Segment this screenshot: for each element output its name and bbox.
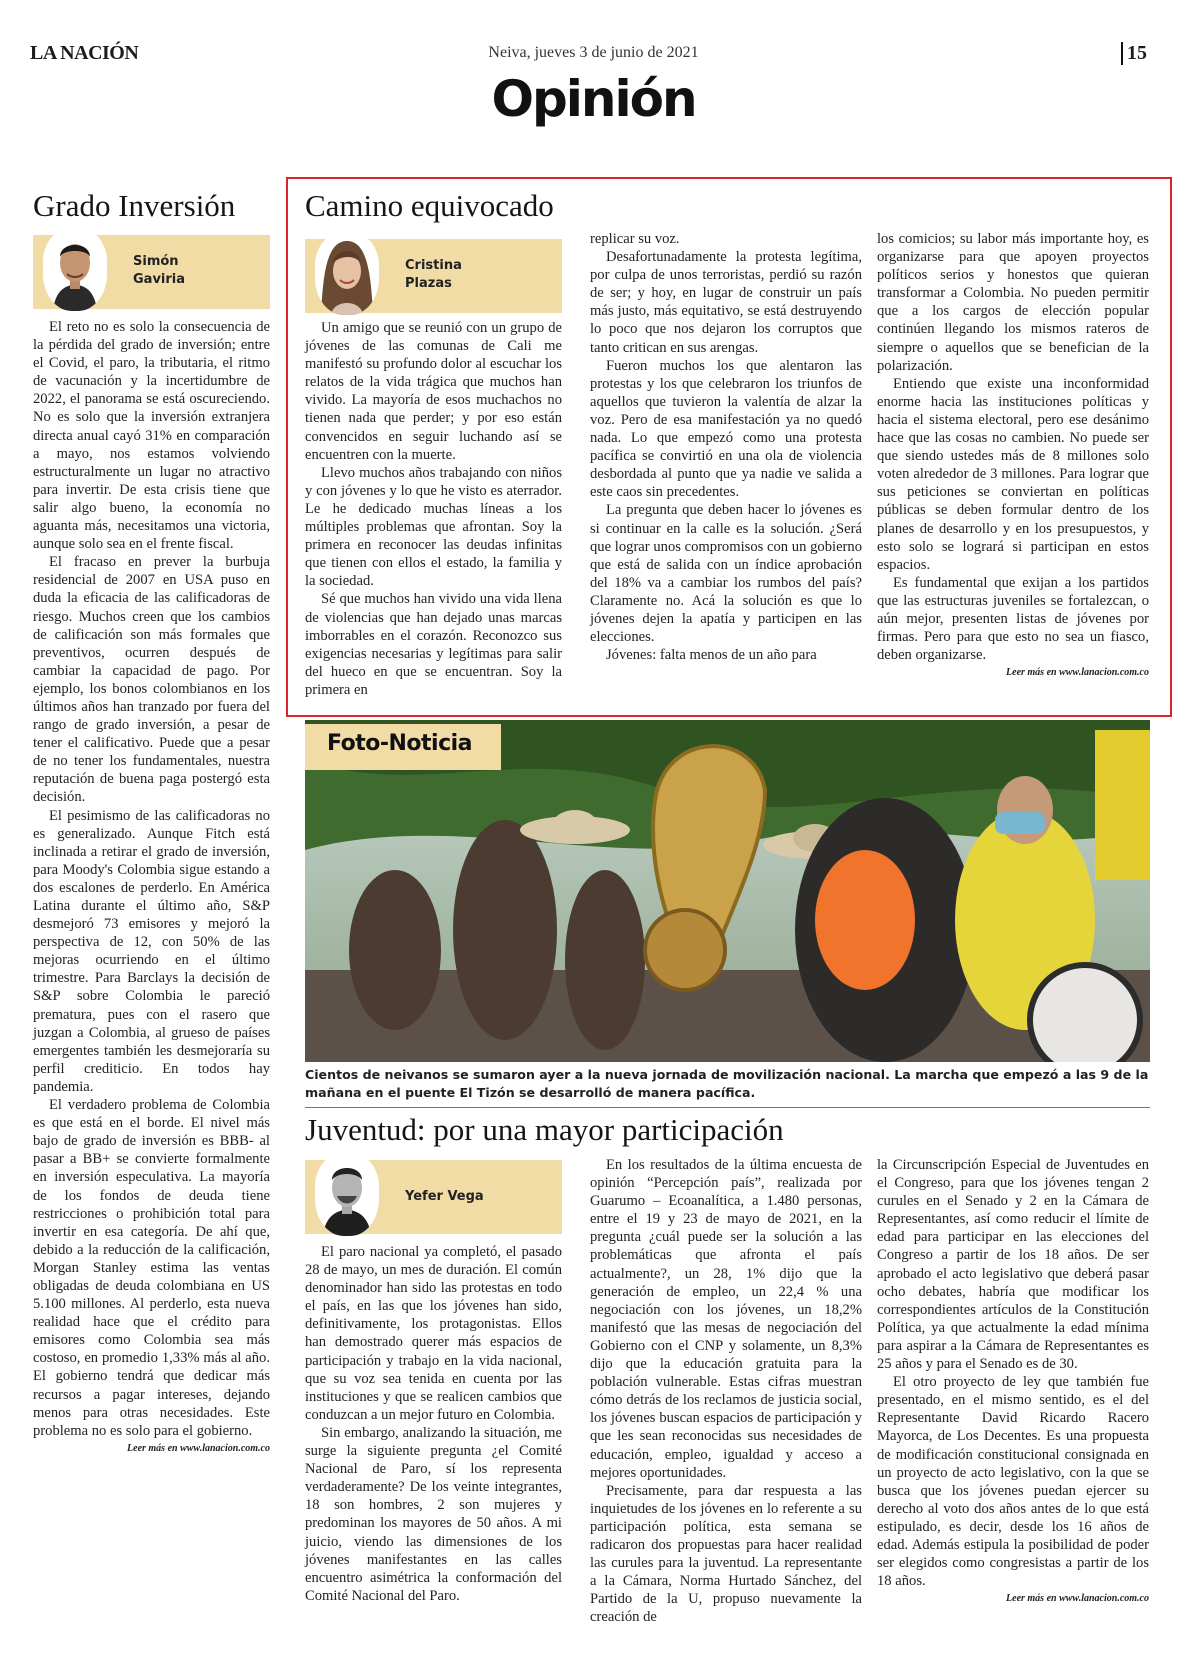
- article-column-2: [590, 1156, 862, 1626]
- author-full-name: Yefer Vega: [405, 1189, 484, 1204]
- author-box-cristina-plazas: [305, 239, 562, 313]
- paragraph: replicar su voz.: [590, 231, 680, 247]
- paragraph: El verdadero problema de Colombia es que está en el borde. El nivel más bajo de grado de inversión es BBB- al pasar a BB+ se convierte formalmente en inversión especulativa. La mayoría de los fondos de deuda tiene restricciones o prohibición total para invertir en esa categoría. De ahí que, debido a la reducción de la calificación, Morgan Stanley estima las ventas obligadas de deuda colombiana en US 5.100 millones. Al perderlo, esta nueva realidad hace que el crédito para emisores como Colombia sea más costoso, en promedio 1,33% más al año. El gobierno tendrá que dedicar más recursos a pagar intereses, dejando menos para otras necesidades. Este problema no es solo para el gobierno.: [33, 1097, 270, 1439]
- paragraph: la Circunscripción Especial de Juventudes en el Congreso, para que los jóvenes tengan 2 curules en el Senado y 2 en la Cámara de Representantes, así como reducir el límite de edad para participar en las elecciones del Congreso a partir de los 18 años. De ser aprobado el acto legislativo que deberá pasar ocho debates, habría que modificar los correspondientes artículos de la Constitución Política, ya que actualmente la edad mínima para aspirar a la Cámara de Representantes es 25 años y para el Senado es de 30.: [877, 1157, 1149, 1373]
- author-photo-icon: [315, 1154, 379, 1236]
- paragraph: El fracaso en prever la burbuja residencial de 2007 en USA puso en duda la eficacia de las calificadoras de riesgo. Muchos creen que los cambios de calificación son más formales que preventivos, ocurren después de cambiar la capacidad de pago. Por ejemplo, los bonos colombianos en los últimos años han tranzado por fuera del rango de grado inversión, a pesar de tener el calificativo. Puede que a pesar de no tener los fundamentales, nuestra reputación de buena paga postergó esta decisión.: [33, 554, 270, 806]
- dateline: Neiva, jueves 3 de junio de 2021: [488, 44, 699, 61]
- photo-caption: Cientos de neivanos se sumaron ayer a la nueva jornada de movilización nacional. La marcha que empezó a las 9 de la mañana en el puente El Tizón se desarrolló de manera pacífica.: [305, 1067, 1149, 1100]
- article-column-1: [305, 1243, 562, 1605]
- paragraph: Un amigo que se reunió con un grupo de jóvenes de las comunas de Cali me manifestó su profundo dolor al escuchar los relatos de la vida trágica que muchos han vivido. La mayoría de esos muchachos no tienen nada que perder; y por eso están convencidos en seguir luchando así se encuentren con la muerte.: [305, 320, 562, 463]
- section-title: Opinión: [491, 70, 696, 128]
- paragraph: Entiendo que existe una inconformidad enorme hacia las instituciones políticas y hacia el sistema electoral, pero ese desánimo hace que las cosas no cambien. No puede ser que siendo ustedes más de 8 millones solo voten alrededor de 3 millones. Para lograr que sus peticiones se conviertan en políticas públicas se deben formular dentro de los planes de desarrollo y en los presupuestos, y esto solo se logrará si participan en estos espacios.: [877, 375, 1149, 573]
- author-photo-icon: [43, 229, 107, 311]
- article-title-juventud: Juventud: por una mayor participación: [305, 1112, 784, 1147]
- author-last-name: Plazas: [405, 276, 452, 291]
- author-photo-icon: [315, 233, 379, 315]
- article-column-3: [877, 1156, 1149, 1608]
- author-name: [405, 1188, 484, 1206]
- paragraph: El pesimismo de las calificadoras no es generalizado. Aunque Fitch está inclinada a retirar el grado de inversión, para Moody's Colombia sigue estando a dos escalones de perderlo. En América Latina durante el último año, S&P desmejoró 73 emisores y mejoró la perspectiva de 12, con 50% de las mejoras ocurriendo en el último trimestre. Para Barclays la decisión de S&P sobre Colombia le pareció prematura, pues con el rasero que juzgan a Colombia, al grueso de países emergentes también les desmejoraría su perfil crediticio. En todos hay pandemia.: [33, 807, 270, 1095]
- author-name: [405, 257, 462, 293]
- author-first-name: Simón: [133, 254, 179, 269]
- paragraph: los comicios; su labor más importante hoy, es organizarse para que apoyen proyectos políticos serios y honestos que quieran transformar a Colombia. No pueden permitir que a los cargos de elección popular continúen llegando los mismos rateros de siempre o aquellos que se benefician de la polarización.: [877, 231, 1149, 374]
- paragraph: Jóvenes: falta menos de un año para: [606, 647, 817, 664]
- paragraph: El reto no es solo la consecuencia de la pérdida del grado de inversión; entre el Covid, el paro, la tributaria, el ritmo de vacunación y la incertidumbre de 2022, el panorama se está oscureciendo. No es solo que la inversión extranjera directa anual cayó 31% en comparación a mayo, nos estamos volviendo estructuralmente un lugar no atractivo para invertir. De esta crisis tiene que salir algo bueno, la economía no aguanta más, necesitamos una victoria, aunque solo sea en el frente fiscal.: [33, 319, 270, 553]
- paragraph: Precisamente, para dar respuesta a las inquietudes de los jóvenes en lo referente a su participación política, esta semana se radicaron dos propuestas para hacer realidad las curules para la juventud. La representante a la Cámara, Norma Hurtado Sánchez, del Partido de la U, propuso nuevamente la creación de: [590, 1482, 862, 1626]
- paragraph: El paro nacional ya completó, el pasado 28 de mayo, un mes de duración. El común denominador han sido las protestas en todo el país, en las que los jóvenes han sido, definitivamente, los protagonistas. Ellos han demostrado querer más espacios de participación y trabajo en la vida nacional, que su voz sea tenida en cuenta por las instituciones y que se realicen cambios que conduzcan a un mejor futuro en Colombia.: [305, 1244, 562, 1423]
- divider: [305, 1107, 1150, 1108]
- author-box-yefer-vega: [305, 1160, 562, 1234]
- paragraph: El otro proyecto de ley que también fue presentado, en el mismo sentido, es el del Representante David Ricardo Racero Mayorca, de Los Decentes. Es una propuesta de modificación constitucional consignada en un proyecto de acto legislativo, con la que se busca que los jóvenes puedan ejercer su derecho al voto dos años antes de lo que está estipulado, es decir, desde los 16 años de edad. Además estipula la posibilidad de poder ser elegidos como congresistas a partir de los 18 años.: [877, 1374, 1149, 1590]
- author-box-simon-gaviria: [33, 235, 270, 309]
- author-name: [133, 253, 185, 289]
- paragraph: En los resultados de la última encuesta de opinión “Percepción país”, realizada por Guarumo – Ecoanalítica, a 1.480 personas, entre el 19 y 23 de mayo de 2021, en la pregunta ¿cuál puede ser la solución a las problemáticas que afronta el país actualmente?, un 28, 1% dijo que la generación de empleo, un 22,4 % una negociación con los jóvenes, un 18,2% manifestó que las mesas de negociación del Gobierno con el CNP y solamente, un 8,3% dijo que la educación gratuita para la población vulnerable. Estas cifras muestran cómo detrás de los reclamos de justicia social, los jóvenes buscan espacios de participación y que les sean reconocidas sus necesidades de educación, empleo, igualdad y acceso a mejores oportunidades.: [590, 1157, 862, 1481]
- read-more-link[interactable]: Leer más en www.lanacion.com.co: [127, 1442, 270, 1454]
- paragraph: La pregunta que deben hacer lo jóvenes es si continuar en la calle es la solución. ¿Será que lograr unos compromisos con un gobierno que está de salida con un índice aprobación del 18% va a cambiar los rumbos del país? Claramente no. Acá la solución es que lo jóvenes dejen la apatía y participen en las elecciones.: [590, 502, 862, 646]
- paragraph: Desafortunadamente la protesta legítima, por culpa de unos terroristas, perdió su razón de ser; y hoy, en lugar de construir un país más justo, más equitativo, se está destruyendo lo poco que nos dejaron los corruptos que tanto critican en sus arengas.: [590, 249, 862, 356]
- read-more-link[interactable]: Leer más en www.lanacion.com.co: [1006, 1593, 1149, 1605]
- paragraph: Fueron muchos los que alentaron las protestas y los que celebraron los triunfos de aquellos que tuvieron la valentía de alzar la voz. Pero de esa manifestación ya no quedó nada. Lo que empezó como una protesta pacífica se convirtió en una ola de violencia desbordada al punto que ya nadie ve salida a este caos sin precedentes.: [590, 357, 862, 501]
- author-first-name: Cristina: [405, 258, 462, 273]
- photo-tag-label: Foto-Noticia: [327, 731, 473, 756]
- article-column-2: [590, 230, 862, 664]
- article-title-grado-inversion: Grado Inversión: [33, 188, 236, 223]
- news-photo: [305, 720, 1150, 1062]
- paragraph: Sé que muchos han vivido una vida llena de violencias que han dejado unas marcas imborrables en el corazón. Reconozco sus exigencias necesarias y legítimas para salir del hueco en que se encuentran. Soy la primera en: [305, 591, 562, 698]
- read-more-link[interactable]: Leer más en www.lanacion.com.co: [1006, 667, 1149, 679]
- article-body-grado-inversion: [33, 318, 270, 1458]
- article-title-camino-equivocado: Camino equivocado: [305, 188, 554, 223]
- photo-tag: [305, 724, 501, 770]
- article-column-1: [305, 319, 562, 699]
- paragraph: Es fundamental que exijan a los partidos que las estructuras juveniles se fortalezcan, o aún mejor, presenten listas de jóvenes por firmas. Pero para que esto no sea un fiasco, deben organizarse.: [877, 574, 1149, 664]
- paragraph: Llevo muchos años trabajando con niños y con jóvenes y lo que he visto es aterrador. Le he dedicado muchas líneas a los múltiples problemas que afrontan. Soy la primera en reconocer las deudas infinitas que tienen con ellos el estado, la familia y la sociedad.: [305, 464, 562, 590]
- paragraph: Sin embargo, analizando la situación, me surge la siguiente pregunta ¿el Comité Nacional de Paro, sí los representa verdaderamente? De los veinte integrantes, 18 son hombres, 2 son mujeres y predominan los mayores de 50 años. A mi juicio, viendo las dimensiones de los jóvenes manifestantes en las calles encuentro asimétrica la conformación del Comité Nacional del Paro.: [305, 1424, 562, 1604]
- masthead-logo: LA NACIÓN: [30, 42, 139, 64]
- page-number: 15: [1121, 42, 1147, 65]
- author-last-name: Gaviria: [133, 272, 186, 287]
- article-column-3: [877, 230, 1149, 682]
